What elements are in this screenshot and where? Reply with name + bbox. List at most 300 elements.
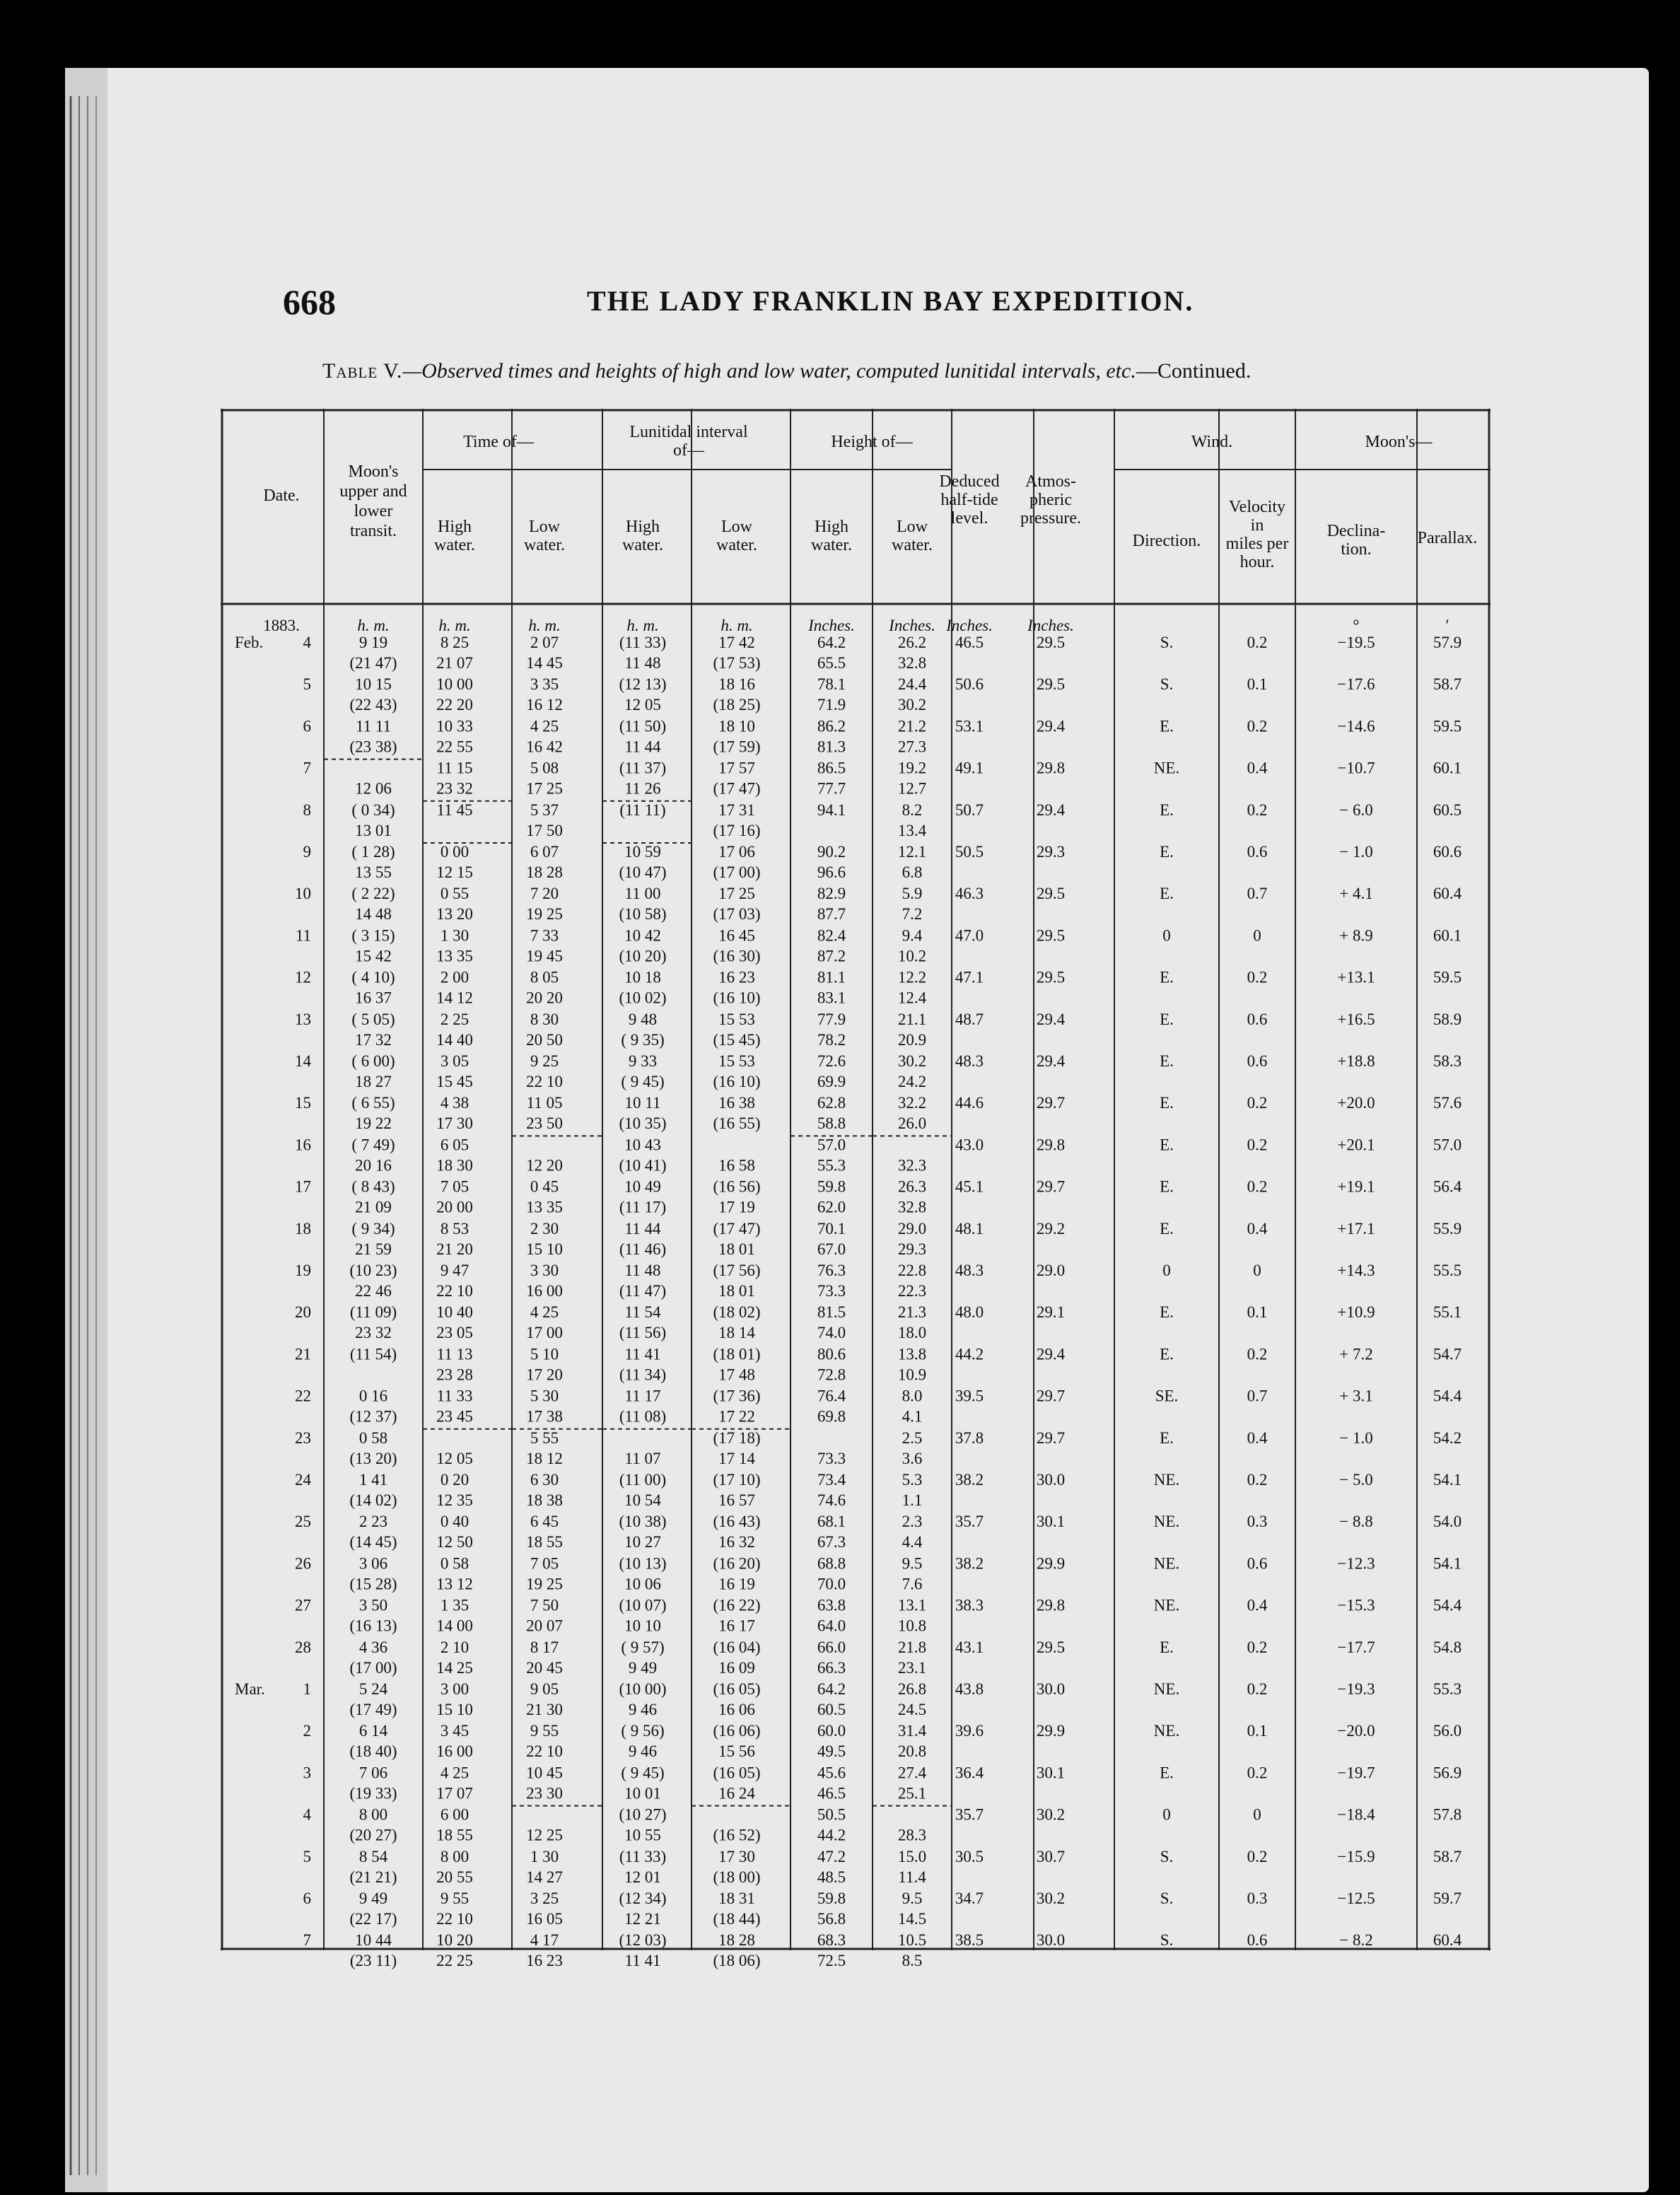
cell-lvl: 44.2	[955, 1345, 984, 1363]
cell-lwi-first: (17 56)	[713, 1262, 761, 1279]
header-velocity-2: in	[1250, 516, 1264, 535]
cell-hwi-second: (11 08)	[619, 1407, 667, 1426]
cell-hwi-second: 11 44	[624, 738, 661, 756]
cell-hwi-second: 10 27	[624, 1533, 661, 1551]
cell-tr-second: (22 43)	[349, 696, 397, 714]
cell-hwi-second: 10 54	[624, 1491, 661, 1509]
cell-hwt-first: 2 00	[440, 968, 469, 986]
cell-lwi-first: 17 30	[718, 1847, 755, 1865]
cell-hwi-second: 12 21	[624, 1910, 661, 1928]
date-month: Mar.	[235, 1680, 265, 1698]
cell-hwi-first: (11 37)	[619, 759, 667, 777]
cell-lwh-first: 8.0	[902, 1387, 923, 1405]
cell-dec: −20.0	[1337, 1722, 1375, 1740]
cell-vel: 0.2	[1247, 1638, 1268, 1656]
cell-lwt-second: 18 12	[526, 1449, 563, 1467]
cell-tr-first: 5 24	[358, 1680, 388, 1698]
cell-lvl: 48.3	[955, 1262, 984, 1279]
cell-lwt-first: 5 55	[530, 1428, 559, 1447]
cell-lwt-second: 19 25	[526, 1575, 563, 1593]
cell-lwt-first: 3 25	[530, 1890, 559, 1907]
cell-hwh-second: 77.7	[817, 779, 846, 798]
cell-hwt-first: 9 47	[440, 1262, 469, 1279]
unit-level: Inches.	[946, 617, 993, 634]
cell-lvl: 48.3	[955, 1052, 984, 1070]
cell-hwt-first: 3 45	[440, 1722, 469, 1740]
cell-dir: S.	[1160, 675, 1174, 694]
cell-hwi-second: 10 06	[624, 1575, 661, 1593]
table-body	[235, 634, 1462, 1969]
header-height-of: Height of—	[831, 433, 913, 451]
cell-pr: 29.8	[1036, 1596, 1066, 1614]
cell-hwt-first: 10 40	[436, 1303, 473, 1322]
cell-lwi-second: 16 09	[718, 1658, 755, 1677]
cell-lwh-second: 32.3	[897, 1156, 927, 1175]
cell-lwt-first: 9 55	[530, 1722, 559, 1740]
cell-hwi-second: 10 10	[624, 1617, 661, 1635]
cell-lwh-second: 3.6	[902, 1449, 923, 1467]
cell-lwh-second: 4.4	[902, 1533, 923, 1551]
cell-tr-first: (10 23)	[349, 1262, 397, 1279]
cell-vel: 0.3	[1247, 1890, 1268, 1907]
cell-dec: −17.6	[1337, 675, 1375, 694]
cell-hwt-first: 2 25	[440, 1010, 469, 1028]
cell-hwi-first: (10 00)	[619, 1680, 667, 1698]
cell-hwh-second: 71.9	[817, 696, 846, 714]
cell-lwh-first: 26.3	[897, 1177, 927, 1196]
cell-lwt-first: 4 25	[530, 717, 559, 735]
cell-dir: NE.	[1153, 1554, 1180, 1573]
cell-hwh-first: 47.2	[817, 1847, 846, 1865]
cell-pr: 30.1	[1036, 1513, 1066, 1531]
cell-lwi-first: (17 10)	[713, 1471, 761, 1489]
cell-lwh-second: 7.6	[902, 1575, 923, 1593]
cell-vel: 0.1	[1247, 1722, 1268, 1740]
cell-hwh-second: 49.5	[817, 1742, 846, 1761]
date-day: 17	[295, 1177, 311, 1196]
cell-lwi-first: (18 02)	[713, 1303, 761, 1322]
cell-hwh-second: 48.5	[817, 1868, 846, 1886]
cell-pr: 29.5	[1036, 675, 1066, 694]
cell-lwh-second: 11.4	[898, 1868, 926, 1886]
cell-lvl: 49.1	[955, 759, 984, 777]
cell-pr: 30.0	[1036, 1471, 1066, 1489]
cell-tr-second: (12 37)	[349, 1407, 397, 1426]
cell-hwh-first: 45.6	[817, 1764, 846, 1782]
unit-parallax: ′	[1445, 617, 1449, 634]
header-pressure-1: Atmos-	[1025, 472, 1076, 491]
cell-hwt-first: 0 55	[440, 885, 469, 903]
header-transit-2: upper and	[339, 482, 407, 501]
cell-par: 54.2	[1433, 1428, 1462, 1447]
cell-lwh-second: 30.2	[897, 696, 927, 714]
cell-hwh-first: 77.9	[817, 1010, 846, 1028]
cell-lwt-second: 20 45	[526, 1658, 563, 1677]
cell-lwi-second: (18 25)	[713, 696, 761, 714]
cell-hwi-first: (11 33)	[619, 634, 667, 651]
cell-lwt-second: 19 45	[526, 947, 563, 965]
cell-tr-second: 21 59	[355, 1240, 392, 1258]
cell-hwh-second: 65.5	[817, 654, 846, 672]
cell-tr-first: 9 49	[358, 1890, 388, 1907]
cell-hwi-second: ( 9 45)	[621, 1073, 665, 1090]
cell-tr-second: (17 00)	[349, 1658, 397, 1677]
cell-lwt-first: 4 17	[530, 1931, 559, 1950]
cell-dir: E.	[1160, 1428, 1174, 1447]
cell-vel: 0.2	[1247, 1177, 1268, 1196]
cell-lwh-first: 9.5	[902, 1554, 923, 1573]
cell-tr-second: 19 22	[355, 1114, 392, 1133]
cell-lwt-second: 20 07	[526, 1617, 563, 1635]
cell-lwt-first: 2 07	[530, 634, 559, 651]
unit-lw-interval: h. m.	[721, 617, 753, 634]
cell-lvl: 45.1	[955, 1177, 984, 1196]
cell-hwh-second: 78.2	[817, 1030, 846, 1049]
cell-par: 54.1	[1433, 1554, 1462, 1573]
cell-lvl: 47.1	[955, 968, 984, 986]
cell-hwh-second: 44.2	[817, 1826, 846, 1844]
cell-lwi-first: 17 31	[718, 800, 755, 819]
cell-lwt-first: 6 30	[530, 1471, 559, 1489]
date-day: 7	[303, 1931, 311, 1950]
cell-lwh-second: 13.4	[897, 821, 927, 839]
cell-lwt-first: 10 45	[526, 1764, 563, 1782]
date-day: 12	[295, 968, 311, 986]
cell-hwi-second: ( 9 35)	[621, 1030, 665, 1049]
cell-vel: 0.2	[1247, 717, 1268, 735]
cell-tr-second: (23 38)	[349, 738, 397, 756]
cell-hwi-first: ( 9 57)	[621, 1638, 665, 1656]
cell-lvl: 47.0	[955, 926, 984, 945]
cell-tr-second: (23 11)	[349, 1952, 397, 1970]
cell-tr-first: ( 8 43)	[351, 1177, 395, 1196]
cell-vel: 0.1	[1247, 1303, 1268, 1322]
cell-dir: E.	[1160, 1303, 1174, 1322]
cell-tr-first: 0 58	[358, 1428, 388, 1447]
cell-hwh-first: 64.2	[817, 634, 846, 651]
cell-dir: E.	[1160, 1010, 1174, 1028]
header-declination-1: Declina-	[1326, 522, 1386, 540]
cell-dec: −19.3	[1337, 1680, 1375, 1698]
cell-vel: 0.4	[1247, 1428, 1268, 1447]
cell-lwh-first: 12.1	[897, 843, 927, 861]
cell-lwi-first: (17 47)	[713, 1219, 761, 1238]
cell-dec: +10.9	[1337, 1303, 1375, 1322]
cell-vel: 0	[1253, 926, 1261, 945]
cell-hwt-first: 11 45	[436, 800, 473, 819]
page-number: 668	[283, 282, 336, 322]
caption-continued: —Continued.	[1136, 359, 1252, 383]
cell-lvl: 43.1	[955, 1638, 984, 1656]
header-wind: Wind.	[1191, 433, 1233, 451]
cell-dir: S.	[1160, 1931, 1174, 1950]
cell-hwt-first: 4 25	[440, 1764, 469, 1782]
cell-vel: 0.6	[1247, 1052, 1268, 1070]
cell-lwh-second: 6.8	[902, 863, 923, 881]
cell-lwh-first: 21.8	[897, 1638, 927, 1656]
cell-par: 60.5	[1433, 800, 1462, 819]
cell-hwh-first: 86.5	[817, 759, 846, 777]
cell-lwh-second: 12.4	[897, 989, 927, 1007]
header-pressure-3: pressure.	[1020, 509, 1081, 528]
cell-hwi-first: ( 9 45)	[621, 1764, 665, 1782]
cell-tr-second: 12 06	[355, 779, 392, 798]
cell-lvl: 48.1	[955, 1219, 984, 1238]
cell-hwt-first: 8 25	[440, 634, 469, 651]
cell-pr: 29.4	[1036, 717, 1066, 735]
cell-hwt-first: 4 38	[440, 1094, 469, 1112]
header-int-high-1: High	[626, 518, 660, 536]
cell-lwh-first: 27.4	[897, 1764, 927, 1782]
cell-lwh-second: 32.8	[897, 654, 927, 672]
cell-hwh-first: 76.4	[817, 1387, 846, 1405]
cell-dir: E.	[1160, 1177, 1174, 1196]
cell-lvl: 44.6	[955, 1094, 984, 1112]
cell-dir: E.	[1160, 717, 1174, 735]
cell-dec: −12.5	[1337, 1890, 1375, 1907]
unit-year: 1883.	[263, 617, 300, 634]
cell-hwt-first: 9 55	[440, 1890, 469, 1907]
cell-dir: NE.	[1153, 1513, 1180, 1531]
cell-hwt-first: 11 33	[436, 1387, 473, 1405]
cell-tr-second: 13 01	[355, 821, 392, 839]
cell-hwh-first: 94.1	[817, 800, 846, 819]
cell-hwt-second: 22 20	[436, 696, 473, 714]
cell-lwi-second: (16 30)	[713, 947, 761, 965]
cell-lwt-second: 22 10	[526, 1742, 563, 1761]
cell-lwi-second: (17 16)	[713, 821, 761, 839]
header-halftide-1: Deduced	[939, 472, 1000, 491]
cell-dir: E.	[1160, 968, 1174, 986]
cell-hwh-second: 66.3	[817, 1658, 846, 1677]
cell-hwt-second: 12 05	[436, 1449, 473, 1467]
cell-hwt-second: 13 12	[436, 1575, 473, 1593]
running-head	[283, 281, 1280, 324]
cell-hwi-first: 10 18	[624, 968, 661, 986]
cell-lwh-second: 27.3	[897, 738, 927, 756]
cell-lvl: 39.5	[955, 1387, 984, 1405]
cell-hwi-first: 11 54	[624, 1303, 661, 1322]
cell-par: 60.1	[1433, 759, 1462, 777]
cell-hwt-second: 23 28	[436, 1366, 473, 1384]
cell-lvl: 36.4	[955, 1764, 984, 1782]
date-day: 4	[303, 1805, 311, 1824]
cell-lvl: 48.7	[955, 1010, 984, 1028]
cell-tr-first: 6 14	[358, 1722, 388, 1740]
date-day: 15	[295, 1094, 311, 1112]
cell-lvl: 34.7	[955, 1890, 984, 1907]
cell-lwt-second: 16 23	[526, 1952, 563, 1970]
cell-pr: 29.9	[1036, 1554, 1066, 1573]
cell-pr: 30.0	[1036, 1931, 1066, 1950]
cell-vel: 0.2	[1247, 1136, 1268, 1154]
cell-par: 57.6	[1433, 1094, 1462, 1112]
cell-lwi-second: (17 03)	[713, 905, 761, 924]
cell-hwi-second: (11 17)	[619, 1198, 667, 1216]
header-time-high-2: water.	[434, 536, 475, 554]
cell-par: 59.5	[1433, 717, 1462, 735]
cell-hwt-second: 23 45	[436, 1407, 473, 1426]
cell-lwi-first: 18 16	[718, 675, 755, 694]
header-transit-3: lower	[354, 502, 393, 520]
cell-lwh-second: 20.9	[897, 1030, 927, 1049]
cell-lwi-first: 15 53	[718, 1052, 755, 1070]
cell-hwt-first: 2 10	[440, 1638, 469, 1656]
cell-lwi-first: (16 56)	[713, 1177, 761, 1196]
cell-hwt-second: 14 12	[436, 989, 473, 1007]
cell-lwt-second: 17 50	[526, 821, 563, 839]
cell-vel: 0.6	[1247, 1010, 1268, 1028]
date-day: 10	[295, 885, 311, 903]
cell-par: 54.0	[1433, 1513, 1462, 1531]
cell-lwh-first: 5.9	[902, 885, 923, 903]
cell-lwi-first: 18 28	[718, 1931, 755, 1950]
cell-pr: 29.7	[1036, 1177, 1066, 1196]
cell-hwh-first: 68.1	[817, 1513, 846, 1531]
cell-lwh-first: 21.3	[897, 1303, 927, 1322]
cell-hwt-first: 3 00	[440, 1680, 469, 1698]
cell-hwt-first: 10 00	[436, 675, 473, 694]
cell-pr: 29.5	[1036, 926, 1066, 945]
cell-dir: E.	[1160, 1094, 1174, 1112]
header-transit-1: Moon's	[348, 462, 399, 481]
cell-lvl: 48.0	[955, 1303, 984, 1322]
cell-lvl: 35.7	[955, 1805, 984, 1824]
cell-hwh-first: 66.0	[817, 1638, 846, 1656]
cell-pr: 29.5	[1036, 968, 1066, 986]
tide-table	[221, 409, 1491, 1970]
cell-dec: + 7.2	[1339, 1345, 1373, 1363]
cell-dir: E.	[1160, 1764, 1174, 1782]
cell-hwi-first: (12 34)	[619, 1890, 667, 1907]
cell-lwi-second: 16 57	[718, 1491, 755, 1509]
cell-lwh-first: 9.4	[902, 926, 923, 945]
cell-tr-second: (14 45)	[349, 1533, 397, 1551]
cell-lwt-first: 7 05	[530, 1554, 559, 1573]
cell-tr-first: ( 2 22)	[351, 885, 395, 903]
cell-hwh-second: 69.9	[817, 1073, 846, 1090]
date-day: 23	[295, 1428, 311, 1447]
cell-tr-second: (22 17)	[349, 1910, 397, 1928]
cell-hwt-first: 1 35	[440, 1596, 469, 1614]
cell-hwt-second: 12 50	[436, 1533, 473, 1551]
cell-lwt-first: 4 25	[530, 1303, 559, 1322]
header-lunitidal-2: of—	[673, 441, 704, 460]
cell-lwh-second: 10.2	[897, 947, 927, 965]
cell-tr-first: ( 7 49)	[351, 1136, 395, 1154]
header-time-high-1: High	[438, 518, 472, 536]
cell-lwh-first: 31.4	[897, 1722, 927, 1740]
cell-lwh-second: 12.7	[897, 779, 927, 798]
cell-pr: 29.8	[1036, 1136, 1066, 1154]
date-day: 11	[295, 926, 311, 945]
cell-lwh-first: 13.8	[897, 1345, 927, 1363]
cell-hwt-first: 0 00	[440, 843, 469, 861]
date-day: 6	[303, 1890, 311, 1907]
cell-lwh-second: 29.3	[897, 1240, 927, 1258]
cell-lwt-first: 2 30	[530, 1219, 559, 1238]
cell-tr-second: (15 28)	[349, 1575, 397, 1593]
cell-dir: S.	[1160, 1890, 1174, 1907]
cell-tr-second: (21 47)	[349, 654, 397, 672]
cell-lvl: 37.8	[955, 1428, 984, 1447]
date-day: 27	[295, 1596, 311, 1614]
cell-hwi-first: (11 00)	[619, 1471, 667, 1489]
cell-lwh-second: 24.2	[897, 1073, 927, 1090]
cell-lwi-first: (16 05)	[713, 1764, 761, 1782]
cell-lwt-second: 15 10	[526, 1240, 563, 1258]
cell-lwt-second: 12 25	[526, 1826, 563, 1844]
cell-lwt-first: 3 30	[530, 1262, 559, 1279]
cell-lwh-first: 24.4	[897, 675, 927, 694]
cell-lwt-second: 17 00	[526, 1324, 563, 1342]
date-day: 7	[303, 759, 311, 777]
unit-row	[263, 617, 1449, 634]
cell-vel: 0.3	[1247, 1513, 1268, 1531]
cell-tr-first: 1 41	[358, 1471, 388, 1489]
cell-hwt-first: 8 00	[440, 1847, 469, 1865]
cell-hwh-second: 67.3	[817, 1533, 846, 1551]
cell-lwh-second: 32.8	[897, 1198, 927, 1216]
cell-hwt-second: 16 00	[436, 1742, 473, 1761]
header-velocity-3: miles per	[1225, 535, 1289, 553]
cell-hwh-first: 72.6	[817, 1052, 846, 1070]
cell-tr-first: (11 54)	[349, 1345, 397, 1363]
date-day: 19	[295, 1262, 311, 1279]
cell-hwi-first: ( 9 56)	[621, 1722, 665, 1740]
cell-lvl: 43.0	[955, 1136, 984, 1154]
cell-lwi-first: (17 36)	[713, 1387, 761, 1405]
cell-hwh-first: 64.2	[817, 1680, 846, 1698]
cell-lwh-first: 26.8	[897, 1680, 927, 1698]
cell-lwi-first: (17 18)	[713, 1428, 761, 1447]
cell-lwt-second: 14 27	[526, 1868, 563, 1886]
cell-hwt-second: 22 10	[436, 1910, 473, 1928]
cell-lwi-second: (18 06)	[713, 1952, 761, 1970]
cell-dec: −19.5	[1337, 634, 1375, 651]
cell-pr: 30.2	[1036, 1890, 1066, 1907]
header-height-low-1: Low	[897, 518, 928, 536]
cell-vel: 0.2	[1247, 1471, 1268, 1489]
cell-lwt-first: 7 33	[530, 926, 559, 945]
cell-hwh-first: 63.8	[817, 1596, 846, 1614]
cell-dec: −12.3	[1337, 1554, 1375, 1573]
cell-lwt-first: 0 45	[530, 1177, 559, 1196]
cell-lwh-first: 15.0	[897, 1847, 927, 1865]
cell-hwh-second: 67.0	[817, 1240, 846, 1258]
date-day: 18	[295, 1219, 311, 1238]
cell-dir: E.	[1160, 1136, 1174, 1154]
cell-hwh-second: 73.3	[817, 1282, 846, 1300]
header-height-low-2: water.	[892, 536, 933, 554]
cell-lvl: 53.1	[955, 717, 984, 735]
cell-hwi-first: 11 17	[624, 1387, 661, 1405]
cell-par: 60.4	[1433, 1931, 1462, 1950]
table-rules	[221, 409, 1491, 1950]
cell-vel: 0.2	[1247, 1847, 1268, 1865]
header-velocity-4: hour.	[1239, 553, 1275, 571]
cell-lwh-second: 25.1	[897, 1784, 927, 1803]
cell-lwt-second: 17 20	[526, 1366, 563, 1384]
cell-dec: +20.0	[1337, 1094, 1375, 1112]
cell-lwi-first: 17 57	[718, 759, 755, 777]
header-height-high-2: water.	[811, 536, 852, 554]
cell-lwi-first: (16 05)	[713, 1680, 761, 1698]
cell-hwi-first: 10 42	[624, 926, 661, 945]
cell-hwi-second: (10 20)	[619, 947, 667, 965]
cell-hwi-second: 11 26	[624, 779, 661, 798]
cell-hwh-second: 72.8	[817, 1366, 846, 1384]
